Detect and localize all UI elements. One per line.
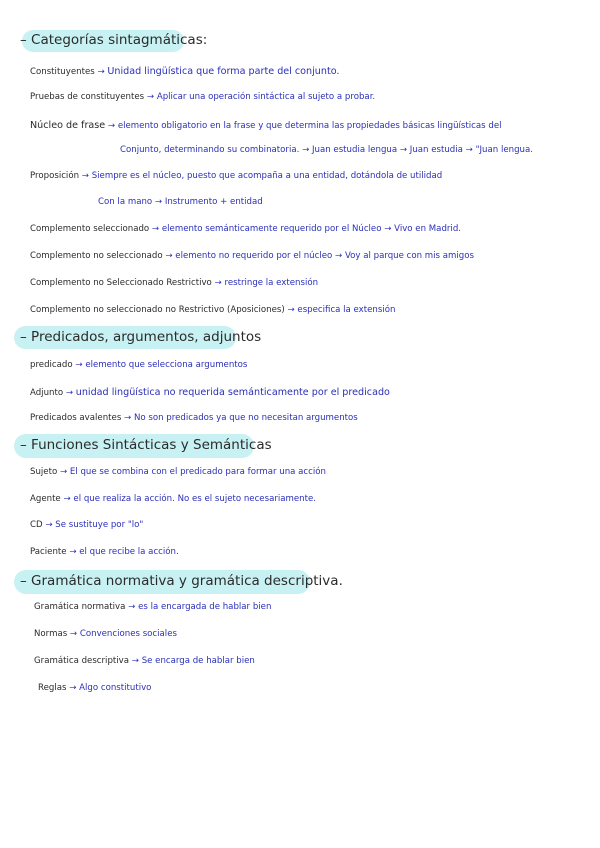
note-row [30, 548, 179, 558]
note-term: Gramática descriptiva [34, 656, 130, 666]
arrow-icon: → [151, 224, 160, 234]
note-term: Complemento seleccionado [30, 224, 150, 234]
section-title-text: Categorías sintagmáticas: [31, 32, 208, 48]
note-definition: Convenciones sociales [79, 629, 177, 639]
note-term: Adjunto [30, 388, 64, 398]
note-row [30, 387, 390, 399]
arrow-icon: → [63, 494, 71, 504]
note-term: Núcleo de frase [30, 120, 106, 131]
note-definition: elemento semánticamente requerido por el Núcleo → Vivo en Madrid. [161, 224, 462, 234]
note-row [30, 93, 375, 103]
note-row [30, 66, 339, 78]
note-definition: el que recibe la acción. [79, 547, 179, 557]
arrow-icon: → [81, 171, 89, 181]
note-term: Sujeto [30, 467, 58, 477]
note-definition: Unidad lingüística que forma parte del conjunto. [107, 66, 340, 77]
arrow-icon: → [124, 413, 132, 423]
note-row [34, 630, 177, 640]
note-definition: es la encargada de hablar bien [138, 602, 272, 612]
note-definition: restringe la extensión [224, 278, 319, 288]
note-row [34, 603, 271, 613]
note-term: predicado [30, 360, 73, 370]
section-title [20, 330, 261, 346]
note-definition: No son predicados ya que no necesitan argumentos [133, 413, 358, 423]
note-row [30, 172, 442, 182]
note-definition: Se encarga de hablar bien [141, 656, 255, 666]
arrow-icon: → [128, 602, 136, 612]
note-continuation: Con la mano → Instrumento + entidad [98, 197, 263, 207]
note-row [30, 306, 395, 316]
note-definition: Se sustituye por "lo" [55, 520, 144, 530]
note-row [30, 361, 247, 371]
note-term: Paciente [30, 547, 67, 557]
note-term: Predicados avalentes [30, 413, 122, 423]
note-term: Pruebas de constituyentes [30, 92, 145, 102]
note-row [30, 468, 326, 478]
note-definition: Aplicar una operación sintáctica al sujeto a probar. [156, 92, 376, 102]
section-title-text: Gramática normativa y gramática descriptiva. [31, 573, 343, 589]
note-definition: elemento no requerido por el núcleo → Voy al parque con mis amigos [175, 251, 474, 261]
dash-symbol: – [20, 32, 27, 48]
note-definition: especifica la extensión [297, 305, 396, 315]
note-term: Constituyentes [30, 67, 95, 77]
arrow-icon: → [146, 92, 155, 102]
note-row [30, 521, 143, 531]
section-title-text: Funciones Sintácticas y Semánticas [31, 437, 272, 453]
note-term: Gramática normativa [34, 602, 126, 612]
section-title [20, 574, 343, 590]
arrow-icon: → [287, 305, 295, 315]
dash-symbol: – [20, 329, 27, 345]
arrow-icon: → [45, 520, 53, 530]
note-continuation: Conjunto, determinando su combinatoria. → Juan estudia lengua → Juan estudia → "Juan lengua. [120, 145, 533, 155]
note-row [30, 279, 318, 289]
note-row [30, 120, 502, 132]
arrow-icon: → [69, 547, 77, 557]
arrow-icon: → [59, 467, 68, 477]
note-row [30, 495, 316, 505]
note-term: Proposición [30, 171, 80, 181]
arrow-icon: → [75, 360, 83, 370]
section-title [20, 438, 272, 454]
note-term: Normas [34, 629, 68, 639]
arrow-icon: → [165, 251, 173, 261]
note-row [38, 684, 151, 694]
arrow-icon: → [131, 656, 139, 666]
note-definition: elemento que selecciona argumentos [85, 360, 248, 370]
note-term: Agente [30, 494, 61, 504]
note-term: Complemento no Seleccionado Restrictivo [30, 278, 212, 288]
note-row [34, 657, 255, 667]
note-row [30, 252, 474, 262]
note-definition: unidad lingüística no requerida semánticamente por el predicado [75, 387, 390, 398]
arrow-icon: → [69, 629, 78, 639]
arrow-icon: → [69, 683, 77, 693]
arrow-icon: → [107, 121, 116, 131]
dash-symbol: – [20, 573, 27, 589]
note-term: CD [30, 520, 43, 530]
note-term: Reglas [38, 683, 67, 693]
note-row [30, 414, 358, 424]
note-definition: el que realiza la acción. No es el sujeto necesariamente. [73, 494, 317, 504]
note-row [30, 225, 461, 235]
note-term: Complemento no seleccionado [30, 251, 163, 261]
note-definition: El que se combina con el predicado para formar una acción [69, 467, 326, 477]
section-title-text: Predicados, argumentos, adjuntos [31, 329, 262, 345]
note-term: Complemento no seleccionado no Restrictivo (Aposiciones) [30, 305, 285, 315]
arrow-icon: → [97, 67, 105, 77]
dash-symbol: – [20, 437, 27, 453]
section-title [20, 33, 207, 49]
arrow-icon: → [214, 278, 222, 288]
note-definition: elemento obligatorio en la frase y que determina las propiedades básicas lingüísticas del [117, 121, 502, 131]
note-definition: Siempre es el núcleo, puesto que acompaña a una entidad, dotándola de utilidad [91, 171, 443, 181]
note-definition: Algo constitutivo [79, 683, 152, 693]
arrow-icon: → [65, 388, 74, 398]
